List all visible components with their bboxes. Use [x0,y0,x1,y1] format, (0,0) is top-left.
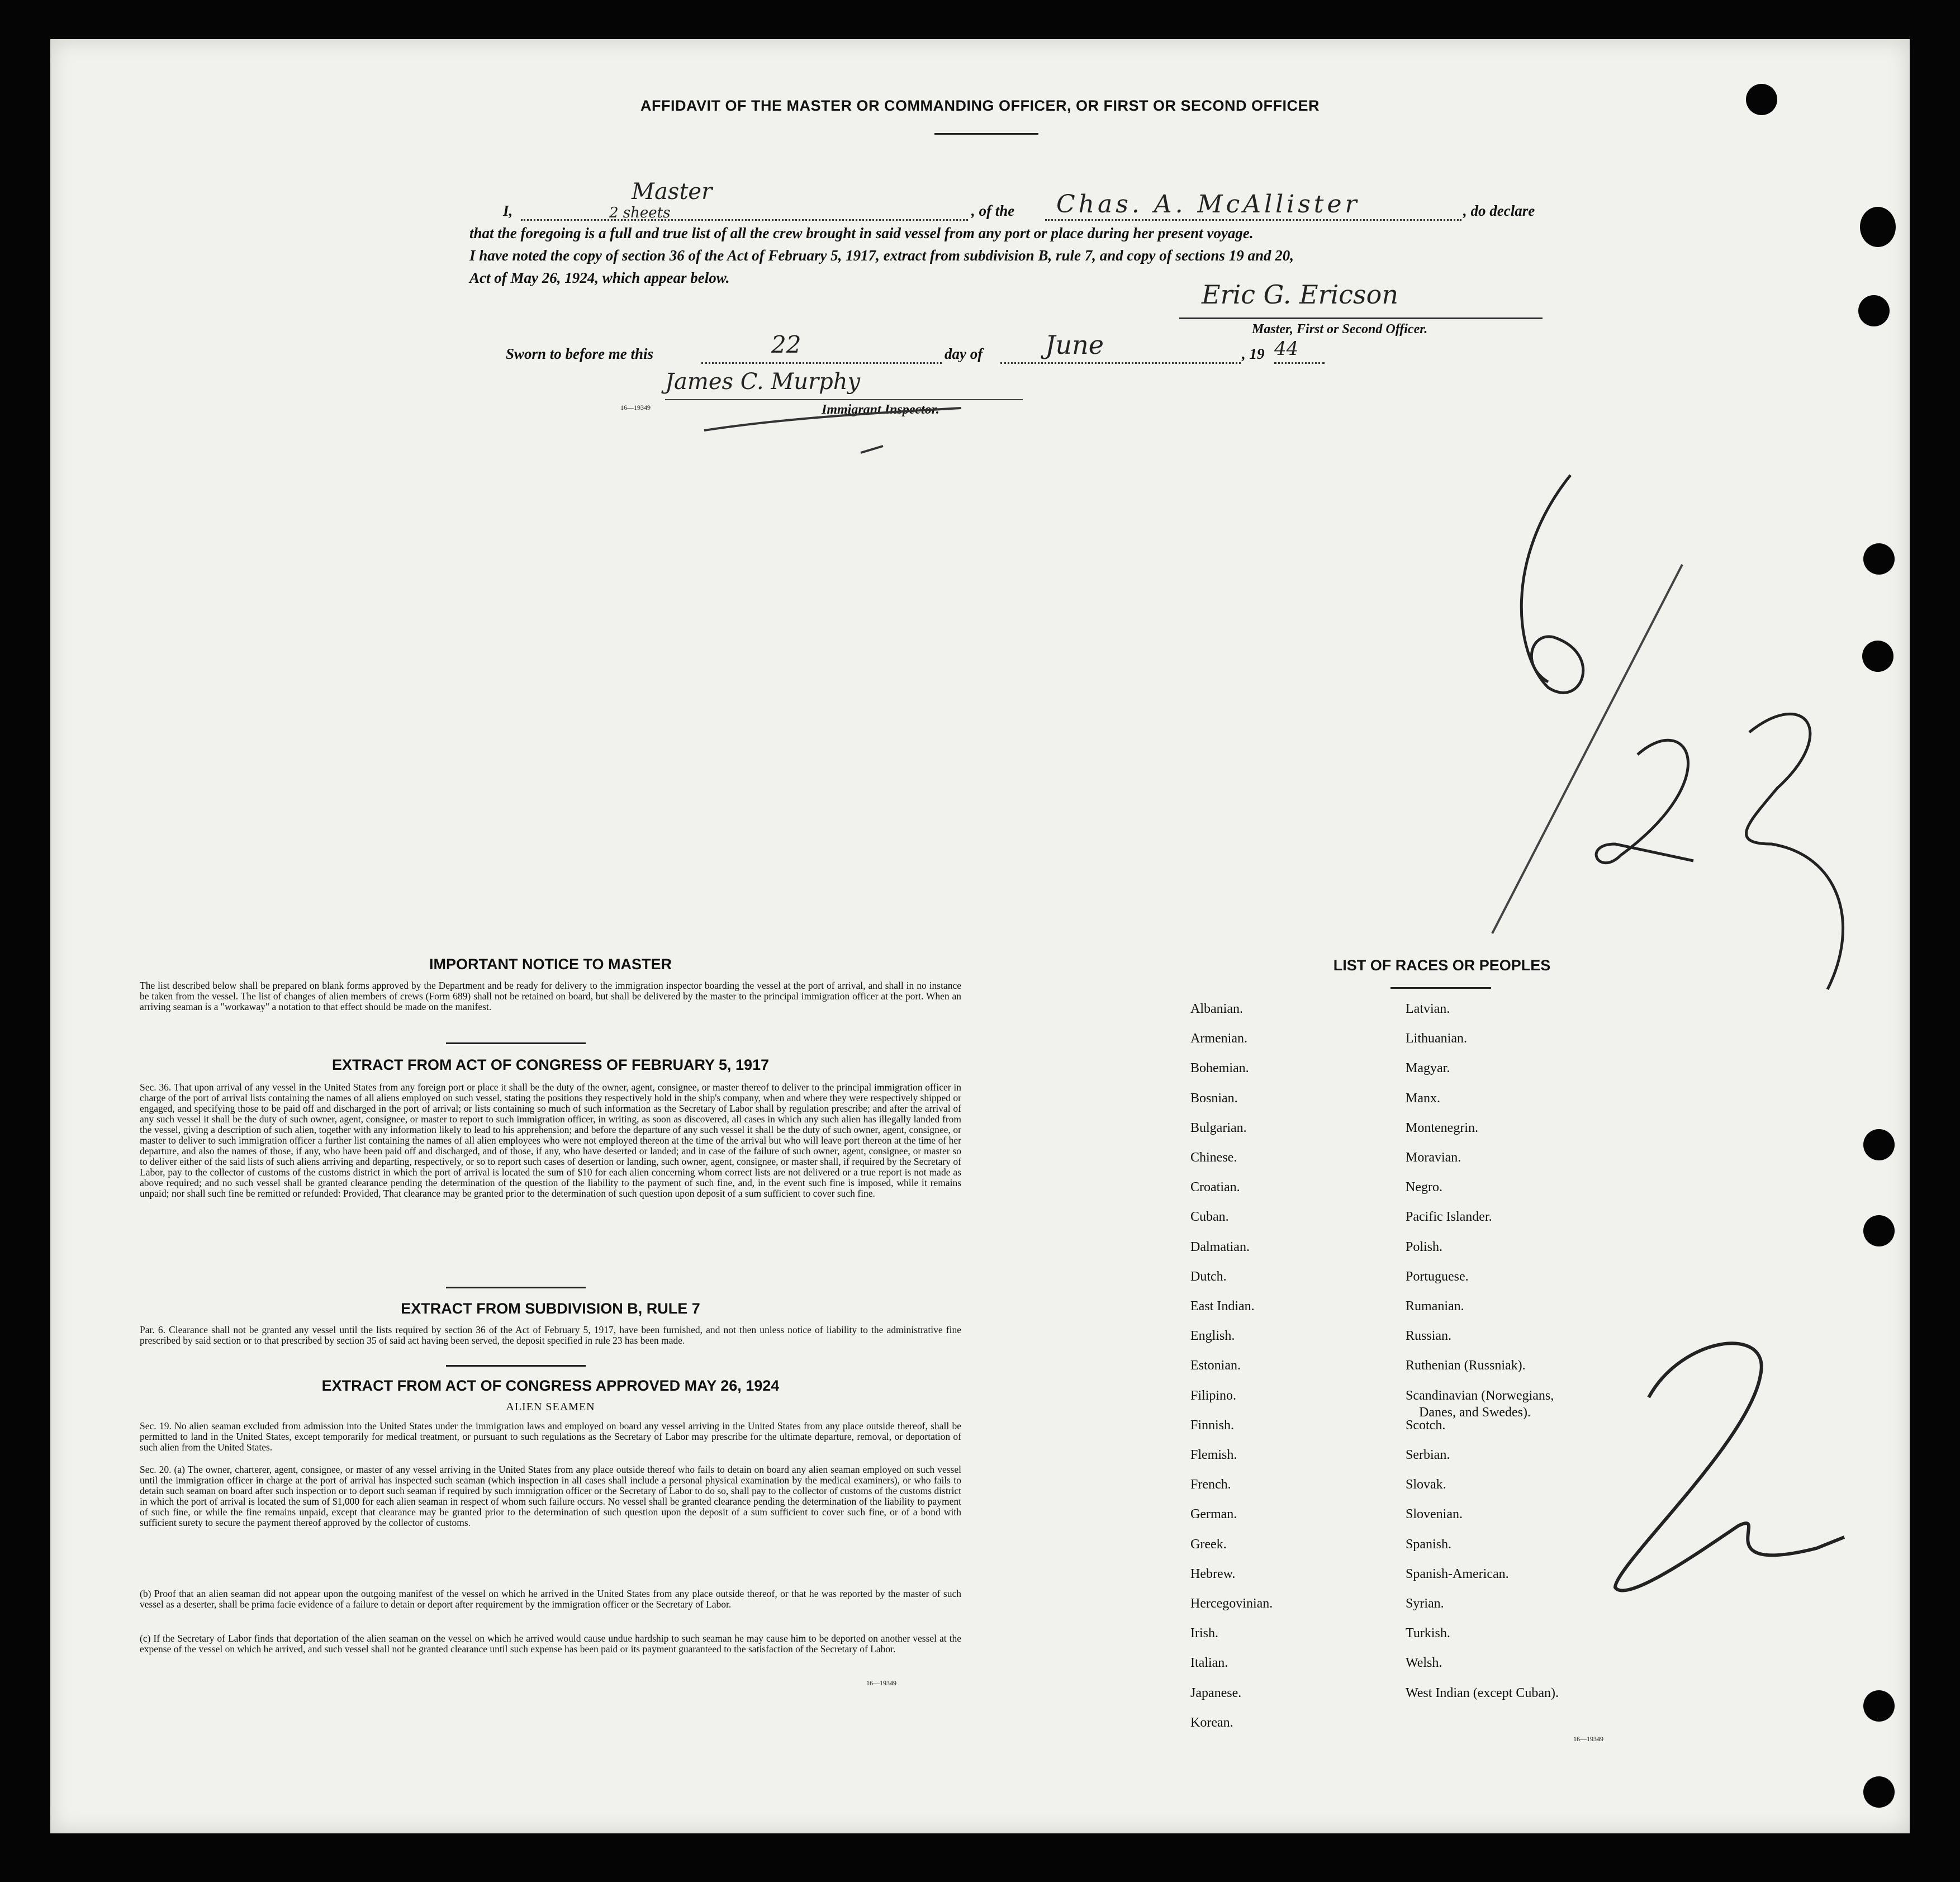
race-item: Syrian. [1406,1596,1444,1611]
handwritten-sheets: 2 sheets [609,205,671,221]
race-item: Montenegrin. [1406,1120,1478,1135]
affidavit-line-3: I have noted the copy of section 36 of the Act of February 5, 1917, extract from subdivision B, rule 7, and copy of sections 19 and 20, [469,247,1294,264]
extract-1917-divider [446,1287,586,1288]
extract-1924-subtitle: ALIEN SEAMEN [506,1401,595,1413]
handwritten-month: June [1045,330,1104,360]
race-item: Negro. [1406,1180,1442,1195]
binder-hole [1863,543,1895,575]
sworn-month-blank [1000,362,1241,364]
race-item: Danes, and Swedes). [1419,1405,1531,1420]
extract-1924-sec20b: (b) Proof that an alien seaman did not appear upon the outgoing manifest of the vessel on which he arrived in the United States from any place outside thereof, or that he was reported by the master of such vessel as a deserter, shall be prima facie evidence of a failure to detain or deport after requirement by the immigration officer or the Secretary of Labor. [140,1588,961,1610]
race-item: Spanish-American. [1406,1566,1509,1581]
handwritten-day: 22 [771,331,801,358]
year-blank [1274,362,1325,364]
race-item: Dutch. [1190,1269,1227,1284]
affidavit-i: I, [503,202,513,219]
race-item: Chinese. [1190,1150,1237,1165]
notice-divider [446,1042,586,1044]
race-item: German. [1190,1507,1237,1522]
race-item: English. [1190,1329,1235,1344]
sworn-prefix: Sworn to before me this [506,345,654,362]
race-item: Estonian. [1190,1358,1241,1373]
day-of-label: day of [945,345,983,362]
race-item: Italian. [1190,1656,1228,1671]
subdivision-b-divider [446,1365,586,1367]
notice-text: The list described below shall be prepared on blank forms approved by the Department and be ready for delivery to the immigration inspector boarding the vessel at the port of arrival, and shall in no instance be taken from the vessel. The list of changes of alien members of crews (Form 689) shall not be retained on board, but shall be delivered by the master to the principal immigration officer at the port. When an arriving seaman is a "workaway" a notation to that effect should be made on the manifest. [140,980,961,1012]
race-item: Dalmatian. [1190,1239,1250,1254]
race-item: Spanish. [1406,1537,1452,1552]
race-item: Russian. [1406,1329,1452,1344]
extract-1924-title: EXTRACT FROM ACT OF CONGRESS APPROVED MAY 26, 1924 [321,1377,780,1394]
race-item: Bohemian. [1190,1061,1249,1076]
race-item: Greek. [1190,1537,1227,1552]
race-item: Hebrew. [1190,1566,1236,1581]
handwritten-vessel: Chas. A. McAllister [1056,190,1360,219]
binder-hole [1863,1690,1895,1722]
race-item: Cuban. [1190,1210,1229,1225]
notice-title: IMPORTANT NOTICE TO MASTER [429,956,672,973]
extract-1924-sec20c: (c) If the Secretary of Labor finds that deportation of the alien seaman on the vessel on which he arrived would cause undue hardship to such seaman he may cause him to be deported on another vessel at the expense of the vessel on which he arrived, and such vessel shall not be granted clearance until such expense has been paid or its payment guaranteed to the satisfaction of the Secretary of Labor. [140,1633,961,1655]
binder-hole [1863,1215,1895,1246]
race-item: Armenian. [1190,1031,1247,1046]
race-item: Turkish. [1406,1626,1450,1641]
race-item: Rumanian. [1406,1299,1464,1314]
sworn-day-blank [701,362,942,364]
race-item: Serbian. [1406,1448,1450,1462]
race-item: Lithuanian. [1406,1031,1467,1046]
affidavit-title: AFFIDAVIT OF THE MASTER OR COMMANDING OFFICER, OR FIRST OR SECOND OFFICER [640,97,1320,114]
race-item: Irish. [1190,1626,1218,1641]
affidavit-do-declare: , do declare [1463,202,1535,219]
extract-1924-sec20a: Sec. 20. (a) The owner, charterer, agent, consignee, or master of any vessel arriving in the United States from any place outside thereof who fails to detain on board any alien seaman employed on such vessel until the immigration officer in charge at the port of arrival has inspected such seaman (which inspection in all cases shall include a personal physical examination by the medical examiners), or who fails to detain such seaman on board after such inspection or to deport such seaman if required by such immigration officer or the Secretary of Labor to do so, shall pay to the collector of customs of the customs district in which the port of arrival is located the sum of $1,000 for each alien seaman in respect of whom such failure occurs. No vessel shall be granted clearance pending the determination of the liability to payment of such fine, or while the fine remains unpaid, except that clearance may be granted prior to the determination of such question upon the deposit of a sum sufficient to cover such fine, or of a bond with sufficient surety to secure the payment thereof approved by the collector of customs. [140,1464,961,1528]
race-item: Bosnian. [1190,1091,1238,1106]
extract-1917-title: EXTRACT FROM ACT OF CONGRESS OF FEBRUARY 5, 1917 [331,1056,770,1073]
handwritten-page-mark [1593,1314,1861,1621]
race-item: Manx. [1406,1091,1440,1106]
binder-hole [1863,1776,1895,1808]
extract-1924-sec19: Sec. 19. No alien seaman excluded from admission into the United States under the immigration laws and employed on board any vessel arriving in the United States from any place outside thereof, shall be permitted to land in the United States, except temporarily for medical treatment, or pursuant to such regulations as the Secretary of Labor may prescribe for the ultimate departure, removal, or deportation of such alien from the United States. [140,1420,961,1453]
race-item: Flemish. [1190,1448,1237,1462]
races-form-number: 16—19349 [1573,1735,1603,1743]
race-item: Scandinavian (Norwegians, [1406,1388,1554,1403]
handwritten-large-mark [1436,419,1939,1006]
race-item: French. [1190,1477,1231,1492]
rank-blank [521,219,968,221]
binder-hole [1862,641,1893,672]
race-item: Japanese. [1190,1685,1242,1700]
race-item: Finnish. [1190,1418,1235,1433]
extract-form-number: 16—19349 [866,1679,896,1687]
master-signature: Eric G. Ericson [1202,279,1398,310]
extract-1917-text: Sec. 36. That upon arrival of any vessel in the United States from any foreign port or place it shall be the duty of the owner, agent, consignee, or master thereof to deliver to the principal immigration officer in charge of the port of arrival lists containing the names of all aliens employed on such vessel, stating the positions they respectively hold in the ship's company, when and where they were respectively shipped or engaged, and specifying those to be paid off and discharged in the port of arrival; or lists containing so much of such information as the Secretary of Labor shall by regulation prescribe; and after the arrival of any such vessel it shall be the duty of such owner, agent, consignee, or master to report to such immigration officer, in writing, as soon as discovered, all cases in which any such alien has illegally landed from the vessel, giving a description of such alien, together with any information likely to lead to his apprehension; and before the departure of any such vessel it shall be the duty of such owner, agent, consignee, or master to deliver to such immigration officer a further list containing the names of all alien employees who were not employed thereon at the time of the arrival but who will leave port thereon at the time of her departure, and also the names of those, if any, who have been paid off and discharged, and of those, if any, who have deserted or landed; and in case of the failure of such owner, agent, consignee, or master so to deliver either of the said lists of such aliens arriving and departing, respectively, or so to report such cases of desertion or landing, such owner, agent, consignee, or master shall, if required by the Secretary of Labor, pay to the collector of customs of the customs district in which the port of arrival is located the sum of $10 for each alien concerning whom correct lists are not delivered or a true report is not made as above required; and no such vessel shall be granted clearance pending the determination of the question of the liability to the payment of such fine, and, in the event such fine is imposed, while it remains unpaid; nor shall such fine be remitted or refunded: Provided, That clearance may be granted prior to the determination of such question upon deposit of a sum sufficient to cover such fine. [140,1082,961,1199]
race-item: Polish. [1406,1239,1443,1254]
race-item: Moravian. [1406,1150,1461,1165]
race-item: Croatian. [1190,1180,1240,1195]
race-item: Portuguese. [1406,1269,1469,1284]
race-item: East Indian. [1190,1299,1255,1314]
races-divider [1390,987,1491,989]
subdivision-b-text: Par. 6. Clearance shall not be granted any vessel until the lists required by section 36 of the Act of February 5, 1917, have been furnished, and not then unless notice of liability to the administrative fine prescribed by said section or to that prescribed by section 35 of said act having been served, the deposit specified in rule 23 has been made. [140,1324,961,1346]
affidavit-form-number: 16—19349 [620,404,651,411]
race-item: Ruthenian (Russniak). [1406,1358,1526,1373]
affidavit-line-2: that the foregoing is a full and true list of all the crew brought in said vessel from any port or place during her present voyage. [469,225,1254,241]
document-page [50,39,1910,1833]
inspector-caption: Immigrant Inspector. [822,402,939,417]
binder-hole [1863,1129,1895,1160]
race-item: Hercegovinian. [1190,1596,1273,1611]
binder-hole [1746,84,1777,115]
race-item: Korean. [1190,1715,1233,1730]
signature-flourish [693,397,984,464]
year-prefix: , 19 [1242,345,1265,362]
race-item: Latvian. [1406,1002,1450,1016]
binder-hole [1858,295,1890,326]
master-signature-line [1179,317,1543,319]
title-divider [934,133,1038,135]
race-item: Filipino. [1190,1388,1237,1403]
subdivision-b-title: EXTRACT FROM SUBDIVISION B, RULE 7 [401,1300,700,1317]
affidavit-line-4: Act of May 26, 1924, which appear below. [469,269,730,286]
race-item: Slovenian. [1406,1507,1463,1522]
affidavit-of-the: , of the [971,202,1015,219]
handwritten-year: 44 [1274,338,1299,360]
race-item: Scotch. [1406,1418,1446,1433]
inspector-signature: James C. Murphy [665,369,861,395]
race-item: Slovak. [1406,1477,1446,1492]
race-item: West Indian (except Cuban). [1406,1685,1559,1700]
binder-hole [1860,207,1896,247]
master-caption: Master, First or Second Officer. [1252,322,1428,336]
race-item: Albanian. [1190,1002,1243,1016]
race-item: Welsh. [1406,1656,1442,1671]
race-item: Pacific Islander. [1406,1210,1492,1225]
race-item: Magyar. [1406,1061,1450,1076]
vessel-blank [1045,219,1461,221]
race-item: Bulgarian. [1190,1120,1247,1135]
races-title: LIST OF RACES OR PEOPLES [1333,957,1551,974]
handwritten-rank: Master [632,179,713,205]
